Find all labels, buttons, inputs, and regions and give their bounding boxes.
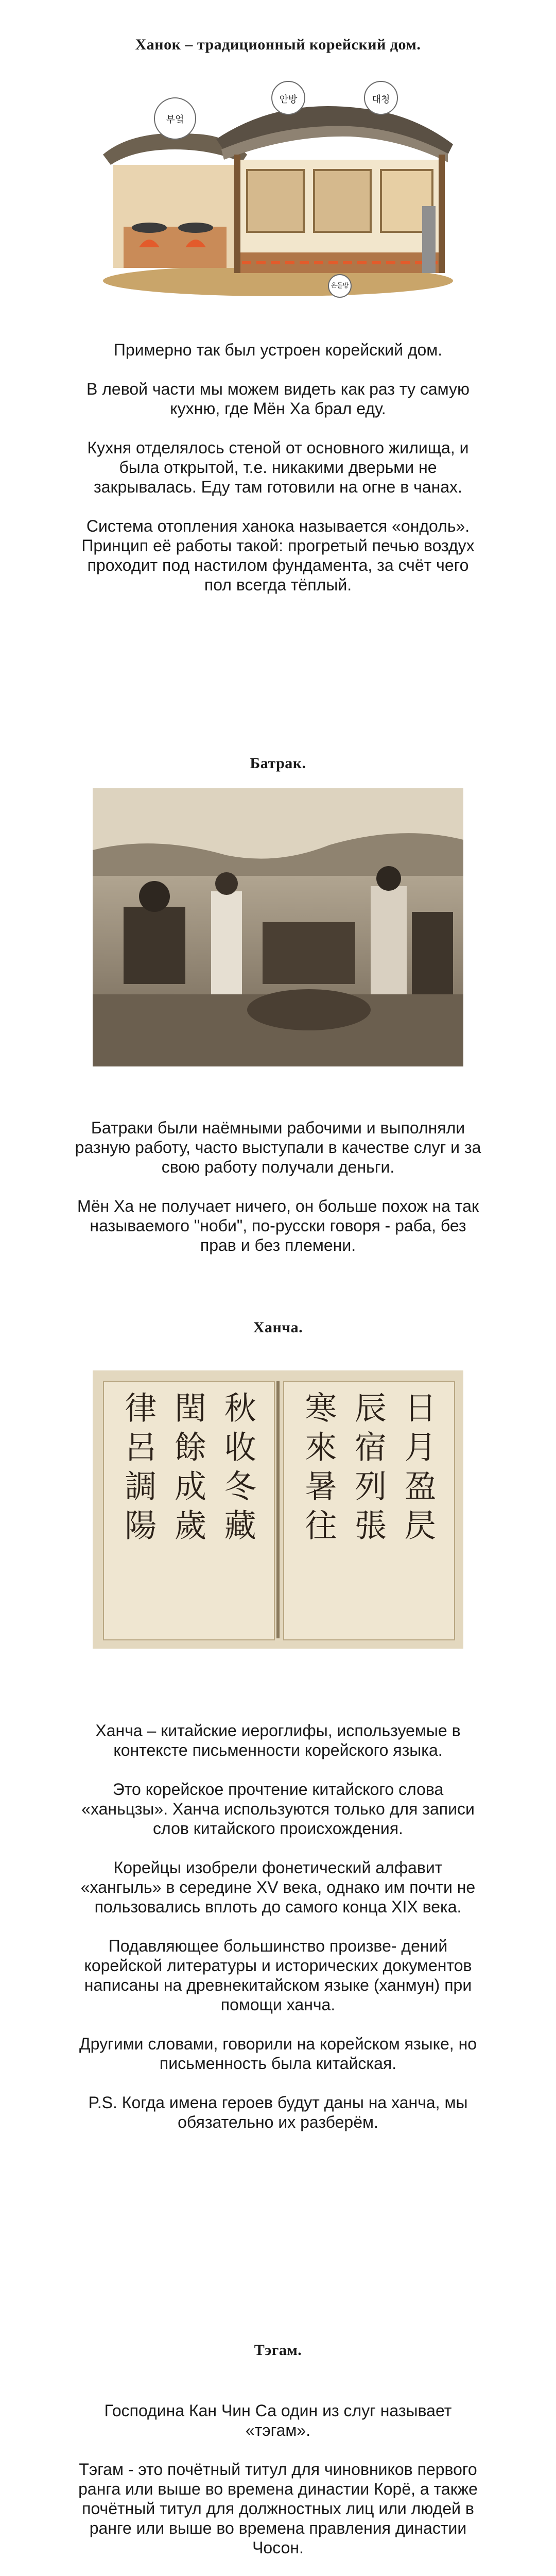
hancha-text — [72, 1721, 484, 2132]
hancha-p1: Ханча – китайские иероглифы, используемые в контексте письменности корейского языка. — [95, 1721, 461, 1759]
label-room: 안방 — [279, 94, 298, 105]
label-kitchen: 부엌 — [166, 114, 184, 125]
tegam-p1: Господина Кан Чин Са один из слуг называет «тэгам». — [104, 2401, 452, 2439]
book-left-col-2: 閏餘成歲 — [169, 1391, 207, 1548]
label-floor: 대청 — [372, 94, 390, 105]
hancha-book-photo — [93, 1370, 463, 1649]
hancha-p2: Это корейское прочтение китайского слова «ханьцзы». Ханча используются только для записи слов китайского происхождения. — [81, 1780, 475, 1838]
hanok-p1: Примерно так был устроен корейский дом. — [113, 341, 443, 359]
book-spine — [276, 1381, 280, 1638]
batrak-p2: Мён Ха не получает ничего, он больше похож на так называемого "ноби", по-русски говоря - раба, без прав и без племени. — [77, 1197, 479, 1255]
label-ondol: 온돌방 — [331, 282, 349, 289]
hancha-p4: Подавляющее большинство произве- дений корейской литературы и исторических документов написаны на древнекитайском языке (ханмун) при помощи ханча. — [84, 1937, 472, 2014]
hanok-illustration — [93, 77, 463, 299]
hancha-title: Ханча. — [253, 1319, 303, 1336]
hancha-p3: Корейцы изобрели фонетический алфавит «хангыль» в середине XV века, однако им почти не пользовались вплоть до самого конца XIX века. — [80, 1858, 476, 1916]
hanok-p2: В левой части мы можем видеть как раз ту самую кухню, где Мён Ха брал еду. — [86, 380, 470, 418]
tegam-text-1 — [72, 2401, 484, 2576]
tegam-p2: Тэгам - это почётный титул для чиновников первого ранга или выше во времена династии Корё, а также почётный титул для должностных лиц или людей в ранге или выше во времена правления династии Чосон. — [78, 2460, 478, 2557]
book-right-col-2: 辰宿列張 — [349, 1391, 387, 1548]
hancha-p5: Другими словами, говорили на корейском языке, но письменность была китайская. — [79, 2035, 477, 2073]
batrak-photo — [93, 788, 463, 1066]
hancha-p6: P.S. Когда имена героев будут даны на ханча, мы обязательно их разберём. — [88, 2093, 468, 2131]
book-left-col-1: 秋收冬藏 — [219, 1391, 257, 1548]
book-left-columns — [113, 1391, 263, 1628]
hanok-p4: Система отопления ханока называется «ондоль». Принцип её работы такой: прогретый печью воздух проходит под настилом фундамента, за счёт чего пол всегда тёплый. — [81, 517, 475, 594]
book-left-col-3: 律呂調陽 — [119, 1391, 157, 1548]
batrak-text — [72, 1118, 484, 1255]
batrak-p1: Батраки были наёмными рабочими и выполняли разную работу, часто выступали в качестве слуг и за свою работу получали деньги. — [75, 1118, 481, 1176]
hanok-title: Ханок – традиционный корейский дом. — [135, 36, 421, 53]
hanok-text — [72, 340, 484, 595]
hanok-p3: Кухня отделялось стеной от основного жилища, и была открытой, т.е. никакими дверьми не закрывалась. Еду там готовили на огне в чанах. — [87, 438, 469, 496]
batrak-title: Батрак. — [250, 755, 306, 772]
book-right-col-3: 寒來暑往 — [299, 1391, 337, 1548]
book-right-col-1: 日月盈昃 — [399, 1391, 437, 1548]
tegam-title: Тэгам. — [254, 2342, 302, 2359]
book-right-columns — [293, 1391, 443, 1628]
